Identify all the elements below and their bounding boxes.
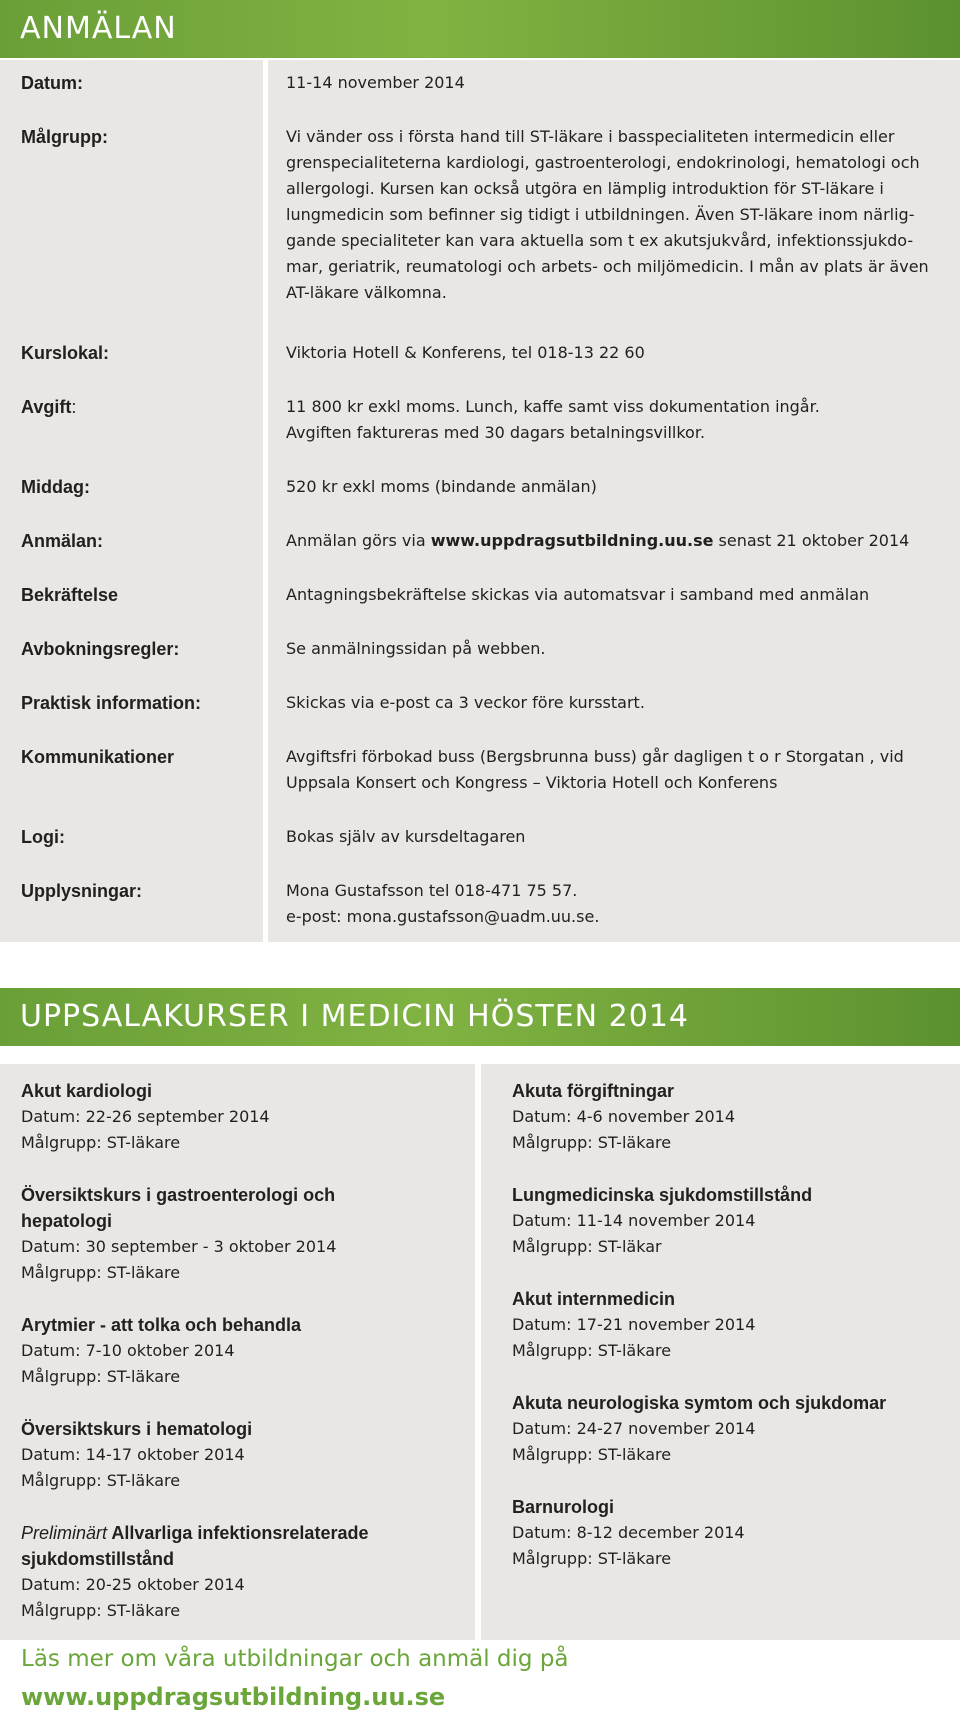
info-value: Antagningsbekräftelse skickas via automatsvar i samband med anmälan — [286, 585, 870, 604]
info-value: Bokas själv av kursdeltagaren — [286, 827, 526, 846]
course-title: Akut internmedicin — [512, 1289, 676, 1309]
info-label: Avgift: — [21, 397, 77, 417]
course-title: Preliminärt Allvarliga infektionsrelaterade sjukdomstillstånd — [21, 1523, 369, 1569]
info-value: Skickas via e-post ca 3 veckor före kursstart. — [286, 693, 645, 712]
info-value: Se anmälningssidan på webben. — [286, 639, 546, 658]
course-title: Översiktskurs i hematologi — [21, 1419, 253, 1439]
course-date: Datum: 14-17 oktober 2014 — [21, 1445, 245, 1464]
course-date: Datum: 8-12 december 2014 — [512, 1523, 745, 1542]
info-label: Datum: — [21, 73, 83, 93]
info-value: 520 kr exkl moms (bindande anmälan) — [286, 477, 597, 496]
course-item — [21, 1078, 471, 1156]
course-audience: Målgrupp: ST-läkare — [21, 1263, 181, 1282]
course-audience: Målgrupp: ST-läkar — [512, 1237, 662, 1256]
course-item — [512, 1390, 960, 1468]
course-audience: Målgrupp: ST-läkare — [21, 1601, 181, 1620]
course-audience: Målgrupp: ST-läkare — [512, 1341, 672, 1360]
course-date: Datum: 11-14 november 2014 — [512, 1211, 756, 1230]
course-list — [0, 1064, 960, 1640]
course-item — [21, 1312, 471, 1390]
course-date: Datum: 7-10 oktober 2014 — [21, 1341, 235, 1360]
info-label: Praktisk information: — [21, 693, 202, 713]
course-date: Datum: 20-25 oktober 2014 — [21, 1575, 245, 1594]
course-title: Akuta neurologiska symtom och sjukdomar — [512, 1393, 887, 1413]
info-label: Målgrupp: — [21, 127, 108, 147]
registration-link[interactable]: www.uppdragsutbildning.uu.se — [430, 531, 714, 550]
label-column — [0, 60, 263, 942]
info-label: Middag: — [21, 477, 90, 497]
info-label: Anmälan: — [21, 531, 104, 551]
course-item — [512, 1286, 960, 1364]
course-audience: Målgrupp: ST-läkare — [512, 1133, 672, 1152]
course-title: Översiktskurs i gastroenterologi och hepatologi — [21, 1185, 336, 1231]
course-audience: Målgrupp: ST-läkare — [512, 1549, 672, 1568]
course-item — [21, 1520, 471, 1624]
course-date: Datum: 30 september - 3 oktober 2014 — [21, 1237, 337, 1256]
course-date: Datum: 4-6 november 2014 — [512, 1107, 736, 1126]
course-date: Datum: 24-27 november 2014 — [512, 1419, 756, 1438]
course-item — [512, 1494, 960, 1572]
registration-info-table — [0, 60, 960, 942]
info-value: 11-14 november 2014 — [286, 73, 465, 92]
course-date: Datum: 22-26 september 2014 — [21, 1107, 270, 1126]
info-value: Avgiftsfri förbokad buss (Bergsbrunna buss) går dagligen t o r Storgatan , vid Uppsala Konsert och Kongress – Viktoria Hotell och Konferens — [286, 747, 904, 792]
course-audience: Målgrupp: ST-läkare — [512, 1445, 672, 1464]
info-label: Avbokningsregler: — [21, 639, 180, 659]
course-audience: Målgrupp: ST-läkare — [21, 1133, 181, 1152]
course-date: Datum: 17-21 november 2014 — [512, 1315, 756, 1334]
course-item — [512, 1078, 960, 1156]
info-label: Kurslokal: — [21, 343, 110, 363]
info-value: Mona Gustafsson tel 018-471 75 57. e-post: mona.gustafsson@uadm.uu.se. — [286, 881, 600, 926]
course-title: Akut kardiologi — [21, 1081, 153, 1101]
course-title: Arytmier - att tolka och behandla — [21, 1315, 302, 1335]
info-label: Bekräftelse — [21, 585, 119, 605]
section-banner-courses: UPPSALAKURSER I MEDICIN HÖSTEN 2014 — [0, 988, 960, 1046]
info-value: 11 800 kr exkl moms. Lunch, kaffe samt viss dokumentation ingår. Avgiften faktureras med 30 dagars betalningsvillkor. — [286, 397, 820, 442]
footer-text: Läs mer om våra utbildningar och anmäl dig på — [21, 1646, 569, 1672]
course-title: Barnurologi — [512, 1497, 614, 1517]
course-item — [21, 1182, 471, 1286]
course-title: Lungmedicinska sjukdomstillstånd — [512, 1185, 813, 1205]
course-audience: Målgrupp: ST-läkare — [21, 1471, 181, 1490]
course-title: Akuta förgiftningar — [512, 1081, 674, 1101]
footer-link[interactable]: www.uppdragsutbildning.uu.se — [21, 1683, 446, 1711]
info-value: Vi vänder oss i första hand till ST-läkare i basspecialiteten intermedicin eller grenspecialiteterna kardiologi, gastroenterologi, endokrinologi, hematologi och allergologi. Kursen kan också utgöra en lämplig introduktion för ST-läkare i lungmedicin som befinner sig tidigt i utbildningen. Även ST-läkare inom närlig- gande specialiteter kan vara aktuella som t ex akutsjukvård, infektionssjukdo- mar, geriatrik, reumatologi och arbets- och miljömedicin. I mån av plats är även AT-läkare välkomna. — [286, 127, 929, 302]
course-item — [512, 1182, 960, 1260]
info-value: Anmälan görs via www.uppdragsutbildning.uu.se senast 21 oktober 2014 — [286, 531, 910, 550]
course-audience: Målgrupp: ST-läkare — [21, 1367, 181, 1386]
preliminary-tag: Preliminärt — [21, 1523, 108, 1543]
info-label: Logi: — [21, 827, 65, 847]
info-label: Kommunikationer — [21, 747, 175, 767]
section-banner-anmalan: ANMÄLAN — [0, 0, 960, 58]
info-value: Viktoria Hotell & Konferens, tel 018-13 22 60 — [286, 343, 645, 362]
course-item — [21, 1416, 471, 1494]
info-label: Upplysningar: — [21, 881, 143, 901]
